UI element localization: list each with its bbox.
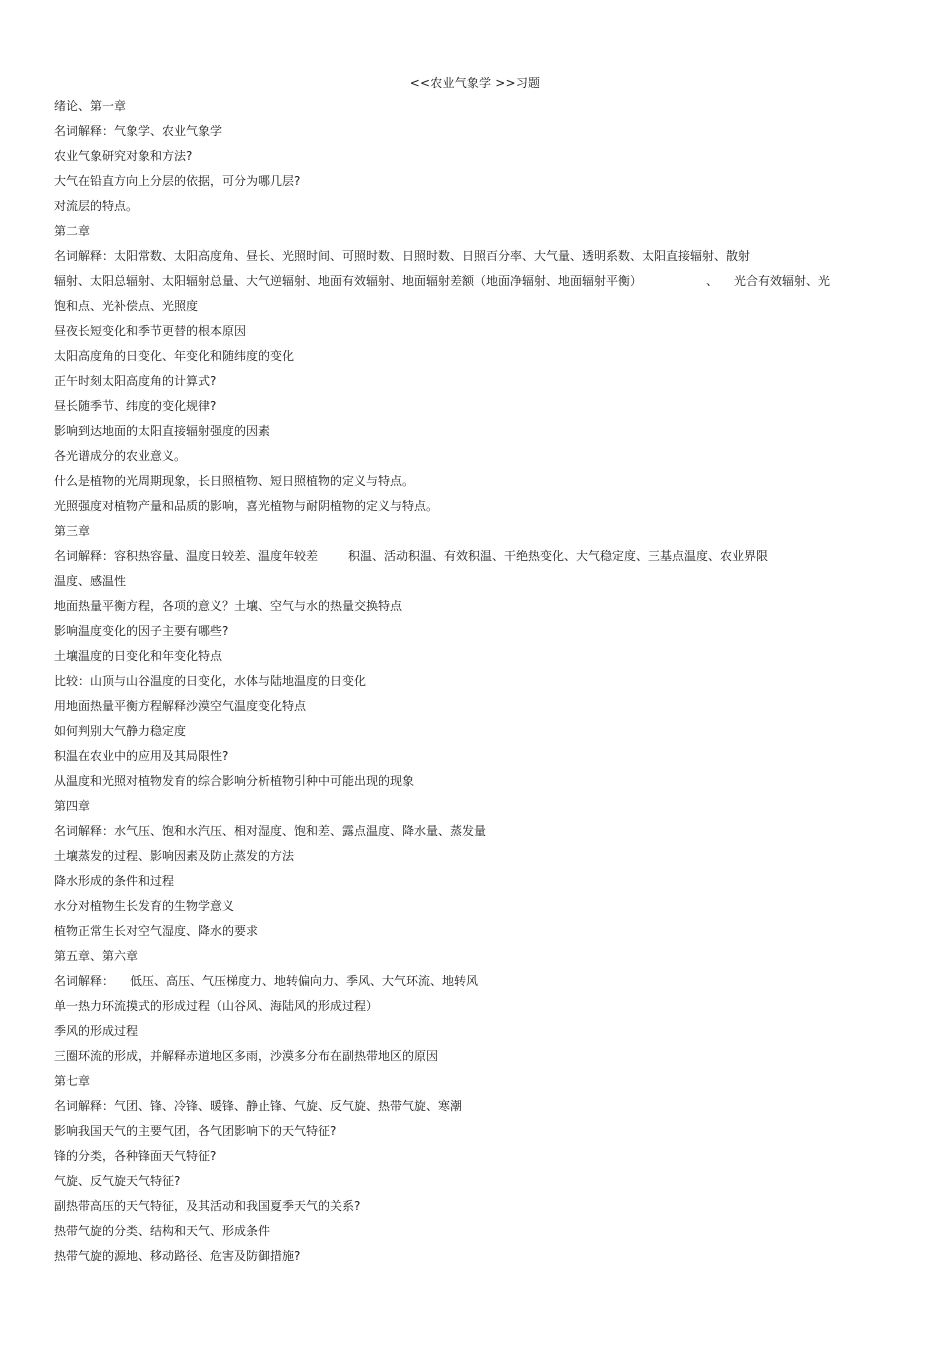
list-item: 昼长随季节、纬度的变化规律? [54,399,217,413]
list-item: 影响到达地面的太阳直接辐射强度的因素 [54,424,271,438]
list-item: 副热带高压的天气特征，及其活动和我国夏季天气的关系? [54,1199,361,1213]
list-item: 名词解释：气象学、农业气象学 [54,124,223,138]
text-segment: 辐射、太阳总辐射、太阳辐射总量、大气逆辐射、地面有效辐射、地面辐射差额（地面净辐射、地面辐射平衡） [54,274,637,288]
list-item: 用地面热量平衡方程解释沙漠空气温度变化特点 [54,699,307,713]
list-item: 太阳高度角的日变化、年变化和随纬度的变化 [54,349,295,363]
list-item: 影响温度变化的因子主要有哪些? [54,624,229,638]
text-segment: 积温、活动积温、有效积温、干绝热变化、大气稳定度、三基点温度、农业界限 [348,549,769,563]
list-item: 正午时刻太阳高度角的计算式? [54,374,217,388]
list-item [54,547,884,572]
list-item: 积温在农业中的应用及其局限性? [54,749,229,763]
list-item: 光照强度对植物产量和品质的影响，喜光植物与耐阴植物的定义与特点。 [54,499,439,513]
list-item: 水分对植物生长发育的生物学意义 [54,899,235,913]
list-item: 季风的形成过程 [54,1024,139,1038]
list-item: 饱和点、光补偿点、光照度 [54,299,199,313]
list-item: 地面热量平衡方程，各项的意义？土壤、空气与水的热量交换特点 [54,599,403,613]
text-segment: 低压、高压、气压梯度力、地转偏向力、季风、大气环流、地转风 [130,974,479,988]
list-item: 各光谱成分的农业意义。 [54,449,187,463]
list-item: 土壤蒸发的过程、影响因素及防止蒸发的方法 [54,849,295,863]
list-item: 降水形成的条件和过程 [54,874,175,888]
list-item: 温度、感温性 [54,574,127,588]
document-title: <<农业气象学 >>习题 [409,76,541,90]
list-item: 对流层的特点。 [54,199,139,213]
list-item: 比较：山顶与山谷温度的日变化，水体与陆地温度的日变化 [54,674,367,688]
list-item: 如何判别大气静力稳定度 [54,724,187,738]
text-segment: 名词解释：容积热容量、温度日较差、温度年较差 [54,549,319,563]
chapter-heading: 第五章、第六章 [54,949,139,963]
list-item: 土壤温度的日变化和年变化特点 [54,649,223,663]
list-item: 气旋、反气旋天气特征? [54,1174,181,1188]
exercise-list [54,97,884,1272]
list-item: 从温度和光照对植物发育的综合影响分析植物引种中可能出现的现象 [54,774,415,788]
list-item: 大气在铅直方向上分层的依据，可分为哪几层? [54,174,301,188]
list-item: 热带气旋的分类、结构和天气、形成条件 [54,1224,271,1238]
chapter-heading: 第三章 [54,524,91,538]
text-segment: 名词解释： [54,974,115,988]
list-item: 单一热力环流摸式的形成过程（山谷风、海陆风的形成过程） [54,999,379,1013]
list-item [54,972,884,997]
text-segment: 、 [706,274,719,288]
list-item: 植物正常生长对空气湿度、降水的要求 [54,924,259,938]
list-item: 名词解释：太阳常数、太阳高度角、昼长、光照时间、可照时数、日照时数、日照百分率、大气量、透明系数、太阳直接辐射、散射 [54,249,751,263]
list-item: 热带气旋的源地、移动路径、危害及防御措施? [54,1249,301,1263]
chapter-heading: 第二章 [54,224,91,238]
list-item: 昼夜长短变化和季节更替的根本原因 [54,324,247,338]
chapter-heading: 第四章 [54,799,91,813]
list-item [54,272,884,297]
list-item: 什么是植物的光周期现象，长日照植物、短日照植物的定义与特点。 [54,474,415,488]
list-item: 三圈环流的形成，并解释赤道地区多雨，沙漠多分布在副热带地区的原因 [54,1049,439,1063]
list-item: 影响我国天气的主要气团，各气团影响下的天气特征? [54,1124,337,1138]
list-item: 绪论、第一章 [54,99,127,113]
list-item: 名词解释：水气压、饱和水汽压、相对湿度、饱和差、露点温度、降水量、蒸发量 [54,824,487,838]
list-item: 锋的分类，各种锋面天气特征? [54,1149,217,1163]
text-segment: 光合有效辐射、光 [734,274,831,288]
chapter-heading: 第七章 [54,1074,91,1088]
list-item: 农业气象研究对象和方法? [54,149,193,163]
list-item: 名词解释：气团、锋、冷锋、暖锋、静止锋、气旋、反气旋、热带气旋、寒潮 [54,1099,463,1113]
